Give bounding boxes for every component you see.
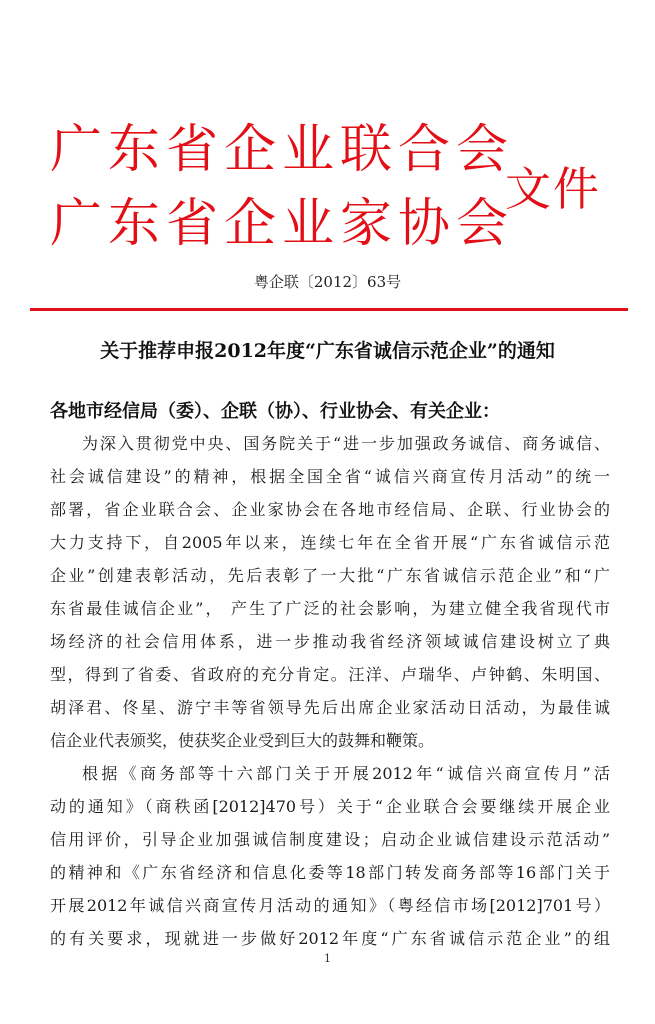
body-line: 社会诚信建设”的精神，根据全国全省“诚信兴商宣传月活动”的统一	[50, 467, 610, 486]
body-line: 的有关要求，现就进一步做好2012年度“广东省诚信示范企业”的组	[50, 929, 610, 948]
document-type-label: 文件	[505, 162, 601, 216]
body-line: 信企业代表颁奖，使获奖企业受到巨大的鼓舞和鞭策。	[50, 731, 435, 750]
body-line: 根据《商务部等十六部门关于开展2012年“诚信兴商宣传月”活	[82, 764, 610, 783]
body-line: 东省最佳诚信企业”， 产生了广泛的社会影响，为建立健全我省现代市	[50, 599, 610, 618]
body-line: 场经济的社会信用体系，进一步推动我省经济领域诚信建设树立了典	[50, 632, 610, 651]
page-number: 1	[324, 952, 331, 965]
org-name-line-1: 广东省企业联合会	[50, 120, 515, 180]
body-line: 为深入贯彻党中央、国务院关于“进一步加强政务诚信、商务诚信、	[82, 434, 610, 453]
salutation: 各地市经信局（委）、企联（协）、行业协会、有关企业：	[50, 401, 500, 422]
letterhead-divider	[30, 308, 628, 311]
body-line: 型，得到了省委、省政府的充分肯定。汪洋、卢瑞华、卢钟鹤、朱明国、	[50, 665, 610, 684]
body-line: 动的通知》（商秩函[2012]470号）关于“企业联合会要继续开展企业	[50, 797, 610, 816]
body-line: 企业”创建表彰活动，先后表彰了一大批“广东省诚信示范企业”和“广	[50, 566, 610, 585]
document-number: 粤企联〔2012〕63号	[253, 273, 402, 291]
body-line: 大力支持下，自2005年以来，连续七年在全省开展“广东省诚信示范	[50, 533, 610, 552]
body-line: 信用评价，引导企业加强诚信制度建设；启动企业诚信建设示范活动”	[50, 830, 610, 849]
body-line: 胡泽君、佟星、游宁丰等省领导先后出席企业家活动日活动，为最佳诚	[50, 698, 610, 717]
org-name-line-2: 广东省企业家协会	[50, 194, 515, 254]
body-line: 开展2012年诚信兴商宣传月活动的通知》（粤经信市场[2012]701号）	[50, 896, 610, 915]
body-line: 部署，省企业联合会、企业家协会在各地市经信局、企联、行业协会的	[50, 500, 610, 519]
body-line: 的精神和《广东省经济和信息化委等18部门转发商务部等16部门关于	[50, 863, 610, 882]
notice-title: 关于推荐申报2012年度“广东省诚信示范企业”的通知	[100, 340, 555, 362]
